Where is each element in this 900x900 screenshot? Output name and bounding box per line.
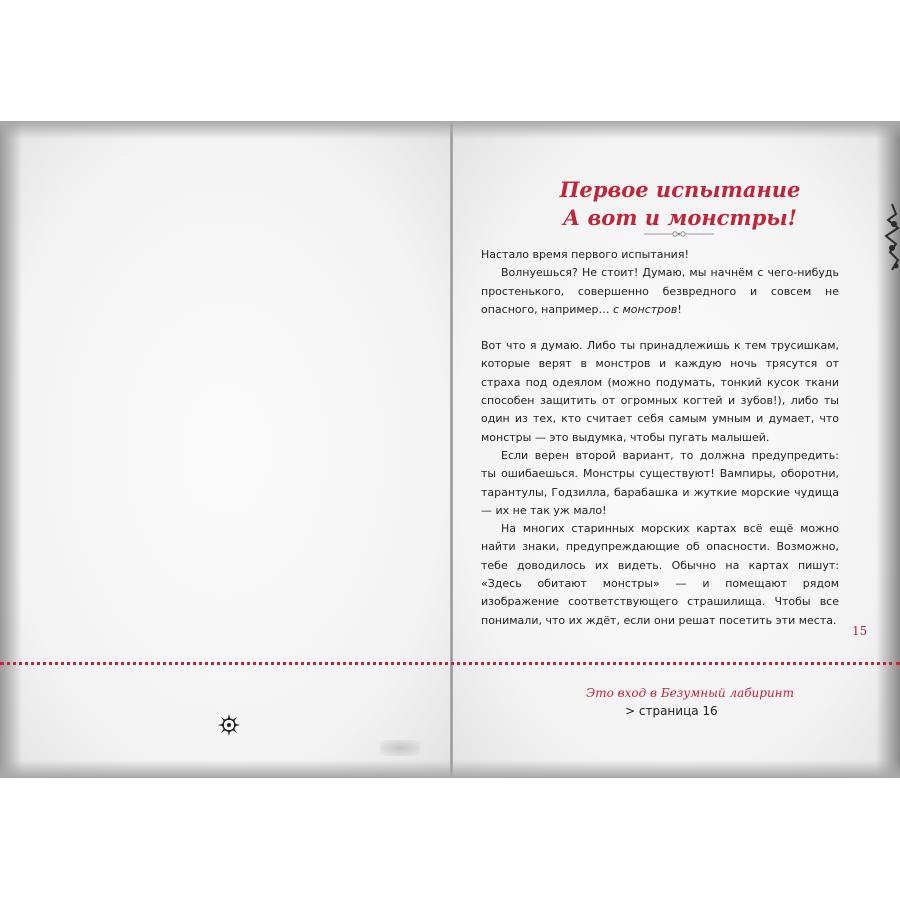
heading-ornament-icon [642,229,716,239]
book-gutter [450,121,453,778]
emphasis-text: с монстров [612,302,678,316]
paragraph-text: Волнуешься? Не стоит! Думаю, мы начнём с чего-нибудь простенького, совершенно безвредного и совсем не опасного, например… [481,266,839,316]
chapter-heading-line1: Первое испытание [559,177,801,202]
goto-instruction: Это вход в Безумный лабиринт [586,686,794,700]
paragraph: Вот что я думаю. Либо ты принадлежишь к тем трусишкам, которые верят в монстров и каждую ночь трясутся от страха под одеялом (можно подумать, тонкий кусок ткани способен защитить от огромных когтей и зубов!), либо ты один из тех, кто считает себя самым умным и думает, что монстры — это выдумка, чтобы пугать малышей. [481,339,839,444]
page-edge-shadow [0,760,900,778]
dotted-divider [0,662,900,665]
page-edge-shadow [0,121,22,778]
paragraph: Настало время первого испытания! [481,248,689,261]
paragraph [481,264,839,319]
paragraph: На многих старинных морских картах всё ещё можно найти знаки, предупреждающие об опасности. Возможно, тебе доводилось их видеть. Обычно на картах пишут: «Здесь обитают монстры» — и помещают рядом изображение соответствующего страшилища. Чтобы все понимали, что их ждёт, если они решат посетить эти места. [481,522,839,627]
left-page [0,121,450,778]
compass-rose-icon [218,714,240,736]
paragraph-gap [481,319,839,337]
page-number: 15 [852,624,868,638]
paragraph-text: ! [677,302,682,316]
goto-page-link[interactable]: > страница 16 [625,704,718,718]
corner-flourish-icon [878,200,900,280]
page-smudge [380,740,420,756]
body-text [481,246,839,630]
page-edge-shadow [0,121,900,139]
paragraph: Если верен второй вариант, то должна предупредить: ты ошибаешься. Монстры существуют! Вампиры, оборотни, тарантулы, Годзилла, барабашка и жуткие морские чудища — их не так уж мало! [481,448,839,517]
chapter-heading [480,176,880,232]
chapter-heading-line2: А вот и монстры! [563,205,797,230]
